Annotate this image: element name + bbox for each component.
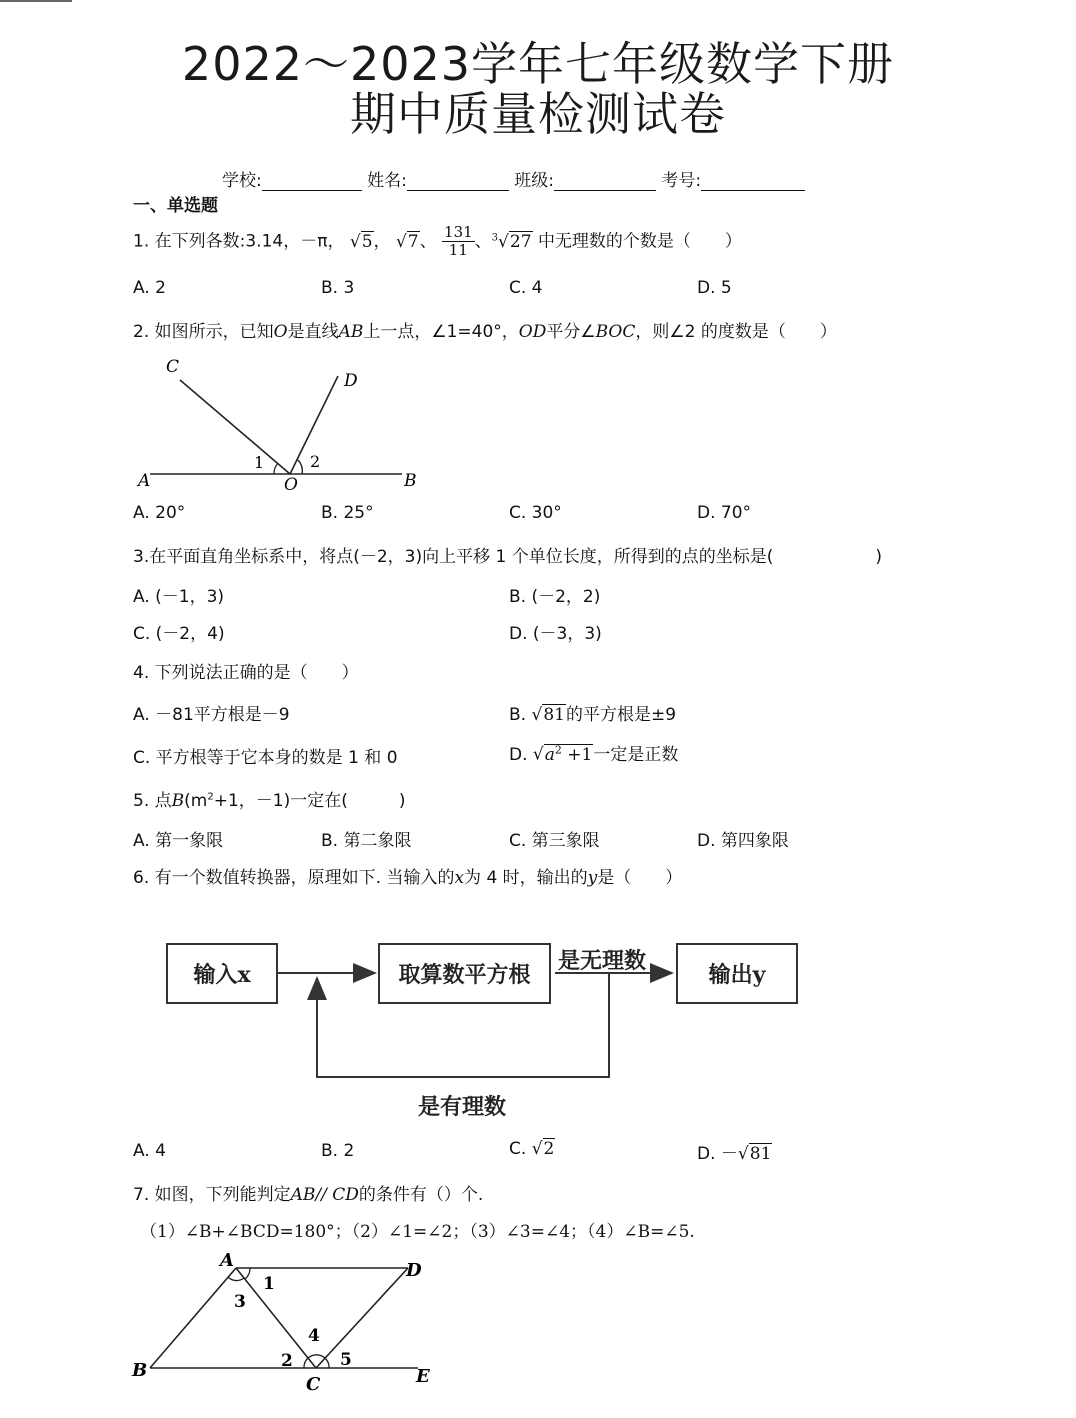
q6-text-b: 为 4 时，输出的 <box>464 868 588 888</box>
q3-option-d[interactable]: D. (－3，3) <box>509 624 602 644</box>
q6-box-input: 输入x <box>166 943 278 1004</box>
q7-label-angle2: 2 <box>281 1351 293 1371</box>
q2-angle-boc: BOC <box>595 322 636 342</box>
q7-text-a: 如图，下列能判定 <box>154 1185 291 1205</box>
q1-fraction: $\frac{131}{11}$ <box>444 223 473 259</box>
q7-label-b: B <box>132 1360 148 1381</box>
class-field[interactable] <box>554 170 656 191</box>
q2-label-o: O <box>284 475 298 495</box>
q6-optc-label: C. <box>509 1139 527 1159</box>
q2-label-d: D <box>344 371 358 391</box>
q7-label-a: A <box>220 1250 234 1271</box>
q3-option-b[interactable]: B. (－2，2) <box>509 587 601 607</box>
q1-sep1: ， <box>373 231 391 252</box>
q4-option-c[interactable]: C. 平方根等于它本身的数是 1 和 0 <box>133 748 398 768</box>
q5-text-c: +1，－1)一定在( ) <box>213 791 406 811</box>
question-7 <box>133 1180 483 1205</box>
q2-label-a: A <box>138 471 151 491</box>
q7-label-angle5: 5 <box>340 1350 352 1370</box>
q6-option-c[interactable] <box>509 1139 555 1159</box>
q6-label-irrational: 是无理数 <box>558 948 647 974</box>
q5-option-d[interactable]: D. 第四象限 <box>697 831 789 851</box>
q1-option-b[interactable]: B. 3 <box>321 278 355 298</box>
q7-line-ac <box>236 1268 316 1368</box>
q2-label-angle1: 1 <box>254 453 265 472</box>
q5-option-a[interactable]: A. 第一象限 <box>133 831 224 851</box>
q2-text-e: ，则∠2 的度数是（ ） <box>635 322 837 342</box>
q2-option-a[interactable]: A. 20° <box>133 503 186 523</box>
name-field[interactable] <box>407 170 509 191</box>
question-4: 4. 下列说法正确的是（ ） <box>133 663 359 683</box>
q5-text-b: (m <box>184 791 208 811</box>
q6-var-y: y <box>587 868 598 888</box>
q1-text-a: 在下列各数:3.14，－π， <box>154 231 345 252</box>
question-2 <box>133 317 837 342</box>
q7-label-d: D <box>406 1260 422 1281</box>
q7-text-b: 的条件有（）个. <box>358 1185 484 1205</box>
q5-text-a: 点 <box>154 791 172 811</box>
q7-label-c: C <box>306 1374 321 1395</box>
q3-option-a[interactable]: A. (－1，3) <box>133 587 225 607</box>
q1-option-d[interactable]: D. 5 <box>697 278 732 298</box>
q4-optb-text: 的平方根是±9 <box>565 705 677 725</box>
q5-option-c[interactable]: C. 第三象限 <box>509 831 600 851</box>
q2-figure <box>130 350 430 495</box>
question-5 <box>133 786 406 811</box>
q6-sqrt2: √2 <box>531 1139 555 1159</box>
q4-option-d[interactable] <box>509 740 678 765</box>
q6-option-a[interactable]: A. 4 <box>133 1141 166 1161</box>
q2-text-b: 是直线 <box>287 322 339 342</box>
q1-sqrt5: √5 <box>349 231 373 252</box>
class-label: 班级: <box>514 171 555 191</box>
q2-ray-oc <box>180 380 290 474</box>
q6-optd-label: D. － <box>697 1144 738 1164</box>
q6-box-process: 取算数平方根 <box>378 943 551 1004</box>
q2-label-angle2: 2 <box>310 452 321 471</box>
q2-ray-od: OD <box>518 322 547 342</box>
q1-option-a[interactable]: A. 2 <box>133 278 166 298</box>
q2-label-c: C <box>166 357 180 377</box>
q6-var-x: x <box>454 868 465 888</box>
number-field[interactable] <box>701 170 805 191</box>
q6-box-output: 输出y <box>676 943 798 1004</box>
q4-optd-text: 一定是正数 <box>593 745 679 765</box>
q5-sup: 2 <box>207 791 214 803</box>
q4-sqrt81: √81 <box>531 705 565 725</box>
q2-arc-2 <box>298 460 302 474</box>
q2-number: 2. <box>133 322 150 342</box>
q2-option-d[interactable]: D. 70° <box>697 503 752 523</box>
school-label: 学校: <box>222 171 262 191</box>
q7-number: 7. <box>133 1185 150 1205</box>
q2-option-b[interactable]: B. 25° <box>321 503 374 523</box>
q5-option-b[interactable]: B. 第二象限 <box>321 831 412 851</box>
q7-conditions: （1）∠B+∠BCD=180°；（2）∠1=∠2；（3）∠3=∠4；（4）∠B=∠5. <box>140 1222 695 1242</box>
number-label: 考号: <box>661 171 702 191</box>
q7-arc-5 <box>325 1358 329 1368</box>
q5-point-b: B <box>171 791 185 811</box>
exam-title-line2: 期中质量检测试卷 <box>350 87 726 141</box>
q2-line-ab: AB <box>338 322 364 342</box>
q2-text-a: 如图所示，已知 <box>154 322 274 342</box>
q2-text-c: 上一点，∠1=40°， <box>363 322 519 342</box>
q7-arc-1 <box>245 1268 250 1279</box>
question-1 <box>133 224 742 259</box>
q1-sep2: 、 <box>419 231 437 252</box>
q1-cbrt27: $^3$√27 <box>491 231 532 252</box>
q2-text-d: 平分∠ <box>546 322 596 342</box>
q6-sqrt81: √81 <box>737 1144 772 1164</box>
q2-point-o: O <box>273 322 288 342</box>
q2-option-c[interactable]: C. 30° <box>509 503 562 523</box>
q4-optb-label: B. <box>509 705 527 725</box>
q7-line-cd <box>316 1268 408 1368</box>
q6-number: 6. <box>133 868 150 888</box>
question-6 <box>133 863 682 888</box>
q2-arc-1 <box>274 463 278 474</box>
q1-sqrt7: √7 <box>395 231 419 252</box>
q4-option-a[interactable]: A. －81平方根是－9 <box>133 705 290 725</box>
q1-option-c[interactable]: C. 4 <box>509 278 543 298</box>
q7-label-e: E <box>416 1366 430 1387</box>
q7-line-ab <box>150 1268 236 1368</box>
q6-text-c: 是（ ） <box>597 868 683 888</box>
section-title: 一、单选题 <box>133 196 218 216</box>
name-label: 姓名: <box>367 171 407 191</box>
q7-arc-4 <box>308 1355 325 1358</box>
q4-sqrt-a2-plus-1: $√a^2 +1$ <box>532 743 593 765</box>
q6-option-b[interactable]: B. 2 <box>321 1141 355 1161</box>
q7-ab-parallel-cd: AB// CD <box>290 1185 359 1205</box>
q7-label-angle1: 1 <box>263 1274 275 1294</box>
question-3: 3.在平面直角坐标系中，将点(－2，3)向上平移 1 个单位长度，所得到的点的坐标是( ) <box>133 547 883 567</box>
q7-arc-2 <box>304 1358 308 1368</box>
q1-number: 1. <box>133 231 150 252</box>
q1-text-b: 中无理数的个数是（ ） <box>537 231 742 252</box>
corner-line <box>0 0 80 10</box>
q1-sep3: 、 <box>474 231 492 252</box>
q5-number: 5. <box>133 791 150 811</box>
school-field[interactable] <box>262 170 362 191</box>
exam-title-line1: 2022～2023学年七年级数学下册 <box>181 37 895 91</box>
q2-label-b: B <box>404 471 417 491</box>
q7-label-angle3: 3 <box>234 1292 246 1312</box>
q4-optd-label: D. <box>509 745 528 765</box>
info-line <box>222 166 805 191</box>
q6-text-a: 有一个数值转换器，原理如下. 当输入的 <box>154 868 455 888</box>
q6-option-d[interactable] <box>697 1139 772 1164</box>
q7-figure <box>128 1250 448 1400</box>
q6-label-rational: 是有理数 <box>418 1094 507 1120</box>
q3-option-c[interactable]: C. (－2，4) <box>133 624 225 644</box>
q4-option-b[interactable] <box>509 700 676 725</box>
q7-label-angle4: 4 <box>308 1326 320 1346</box>
q7-arc-3 <box>228 1277 244 1281</box>
